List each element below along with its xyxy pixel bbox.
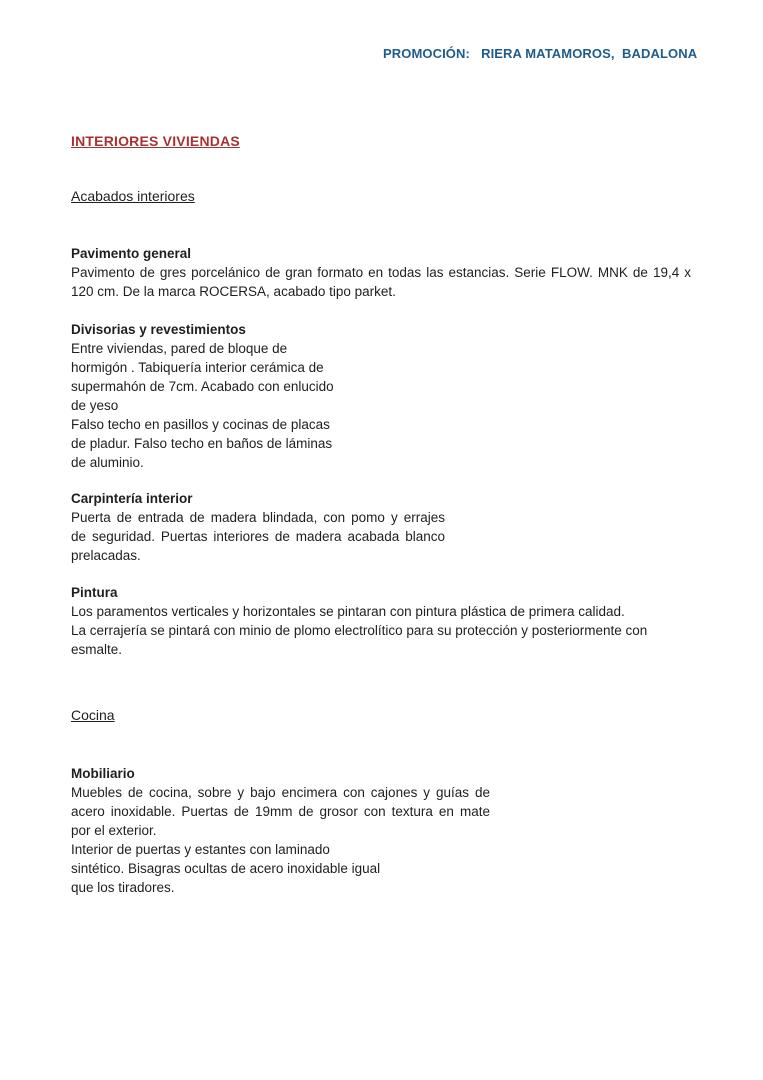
section-carpinteria <box>71 489 445 565</box>
document-title: INTERIORES VIVIENDAS <box>71 133 240 149</box>
text-line: Los paramentos verticales y horizontales se pintaran con pintura plástica de primera calidad. <box>71 604 625 619</box>
text-line: de seguridad. Puertas interiores de madera acabada blanco <box>71 529 445 544</box>
section-mobiliario <box>71 764 490 897</box>
pavimento-heading: Pavimento general <box>71 246 192 261</box>
divisorias-paragraph <box>71 339 334 472</box>
text-line: de pladur. Falso techo en baños de láminas <box>71 436 333 451</box>
text-line: La cerrajería se pintará con minio de plomo electrolítico para su protección y posteriormente con <box>71 623 648 638</box>
promo-header: PROMOCIÓN: RIERA MATAMOROS, BADALONA <box>383 46 698 61</box>
mobiliario-paragraph-2 <box>71 840 490 897</box>
section-divisorias <box>71 320 334 472</box>
text-line: prelacadas. <box>71 548 141 563</box>
text-line: de aluminio. <box>71 455 144 470</box>
text-line: por el exterior. <box>71 823 157 838</box>
pavimento-paragraph <box>71 263 691 301</box>
carpinteria-heading: Carpintería interior <box>71 491 193 506</box>
text-line: sintético. Bisagras ocultas de acero inoxidable igual <box>71 861 381 876</box>
text-line: esmalte. <box>71 642 123 657</box>
carpinteria-paragraph <box>71 508 445 565</box>
acabados-interiores-heading: Acabados interiores <box>71 188 195 204</box>
section-pavimento <box>71 244 691 301</box>
mobiliario-heading: Mobiliario <box>71 766 135 781</box>
divisorias-heading: Divisorias y revestimientos <box>71 322 246 337</box>
text-line: Entre viviendas, pared de bloque de <box>71 341 288 356</box>
text-line: Puerta de entrada de madera blindada, con pomo y errajes <box>71 510 445 525</box>
text-line: hormigón . Tabiquería interior cerámica de <box>71 360 324 375</box>
section-pintura <box>71 583 647 659</box>
text-line: supermahón de 7cm. Acabado con enlucido <box>71 379 334 394</box>
text-line: Falso techo en pasillos y cocinas de placas <box>71 417 330 432</box>
cocina-heading: Cocina <box>71 707 115 723</box>
text-line: que los tiradores. <box>71 880 175 895</box>
pintura-paragraph <box>71 602 647 659</box>
text-line: Pavimento de gres porcelánico de gran formato en todas las estancias. Serie FLOW. MNK de 19,4 x <box>71 265 691 280</box>
text-line: Interior de puertas y estantes con laminado <box>71 842 330 857</box>
text-line: acero inoxidable. Puertas de 19mm de grosor con textura en mate <box>71 804 490 819</box>
text-line: 120 cm. De la marca ROCERSA, acabado tipo parket. <box>71 284 396 299</box>
text-line: Muebles de cocina, sobre y bajo encimera con cajones y guías de <box>71 785 490 800</box>
pintura-heading: Pintura <box>71 585 118 600</box>
mobiliario-paragraph-1 <box>71 783 490 840</box>
text-line: de yeso <box>71 398 119 413</box>
